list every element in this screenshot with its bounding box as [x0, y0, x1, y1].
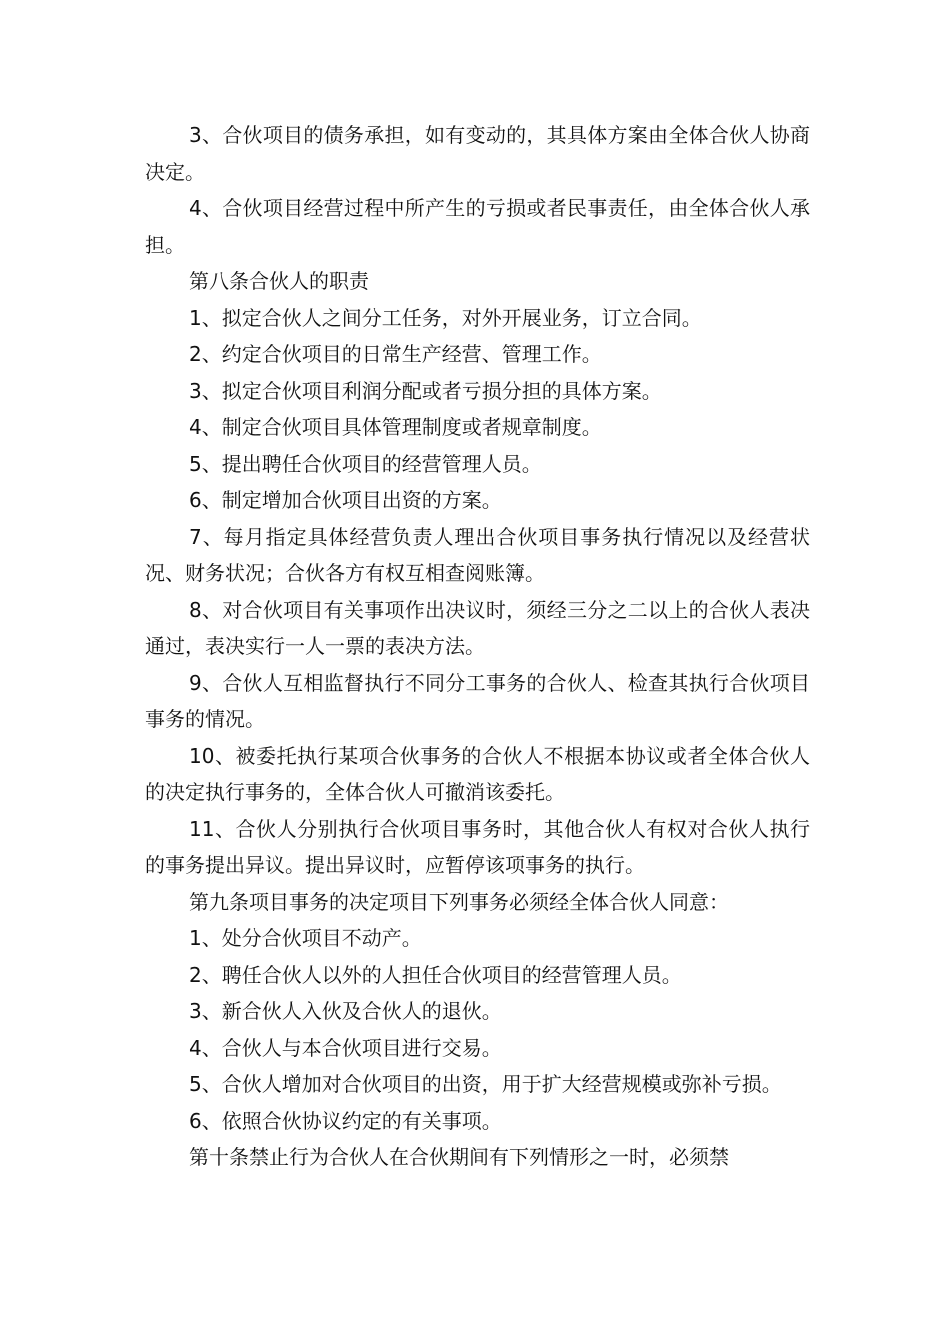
paragraph: 2、聘任合伙人以外的人担任合伙项目的经营管理人员。 [189, 962, 682, 987]
paragraph: 10、被委托执行某项合伙事务的合伙人不根据本协议或者全体合伙人的决定执行事务的，全体合伙人可撤消该委托。 [145, 743, 810, 804]
paragraph: 11、合伙人分别执行合伙项目事务时，其他合伙人有权对合伙人执行的事务提出异议。提出异议时，应暂停该项事务的执行。 [145, 816, 810, 877]
paragraph: 7、每月指定具体经营负责人理出合伙项目事务执行情况以及经营状况、财务状况；合伙各方有权互相查阅账簿。 [145, 524, 810, 585]
paragraph: 5、合伙人增加对合伙项目的出资，用于扩大经营规模或弥补亏损。 [189, 1072, 782, 1096]
paragraph: 2、约定合伙项目的日常生产经营、管理工作。 [189, 342, 602, 366]
section-heading: 第十条禁止行为合伙人在合伙期间有下列情形之一时，必须禁 [189, 1145, 729, 1169]
paragraph: 9、合伙人互相监督执行不同分工事务的合伙人、检查其执行合伙项目事务的情况。 [145, 670, 810, 731]
paragraph: 3、合伙项目的债务承担，如有变动的，其具体方案由全体合伙人协商决定。 [145, 123, 810, 184]
paragraph: 4、制定合伙项目具体管理制度或者规章制度。 [189, 415, 602, 439]
paragraph: 4、合伙人与本合伙项目进行交易。 [189, 1035, 502, 1060]
paragraph: 3、拟定合伙项目利润分配或者亏损分担的具体方案。 [189, 378, 662, 403]
paragraph: 8、对合伙项目有关事项作出决议时，须经三分之二以上的合伙人表决通过，表决实行一人一票的表决方法。 [145, 597, 810, 658]
paragraph: 1、拟定合伙人之间分工任务，对外开展业务，订立合同。 [189, 305, 702, 330]
section-heading: 第八条合伙人的职责 [189, 269, 369, 293]
document-page [145, 117, 810, 1176]
paragraph: 1、处分合伙项目不动产。 [189, 926, 422, 950]
paragraph: 6、制定增加合伙项目出资的方案。 [189, 488, 502, 512]
paragraph: 4、合伙项目经营过程中所产生的亏损或者民事责任，由全体合伙人承担。 [145, 196, 810, 257]
paragraph: 3、新合伙人入伙及合伙人的退伙。 [189, 999, 502, 1023]
section-heading: 第九条项目事务的决定项目下列事务必须经全体合伙人同意： [189, 889, 729, 914]
paragraph: 5、提出聘任合伙项目的经营管理人员。 [189, 451, 542, 476]
paragraph: 6、依照合伙协议约定的有关事项。 [189, 1108, 502, 1133]
